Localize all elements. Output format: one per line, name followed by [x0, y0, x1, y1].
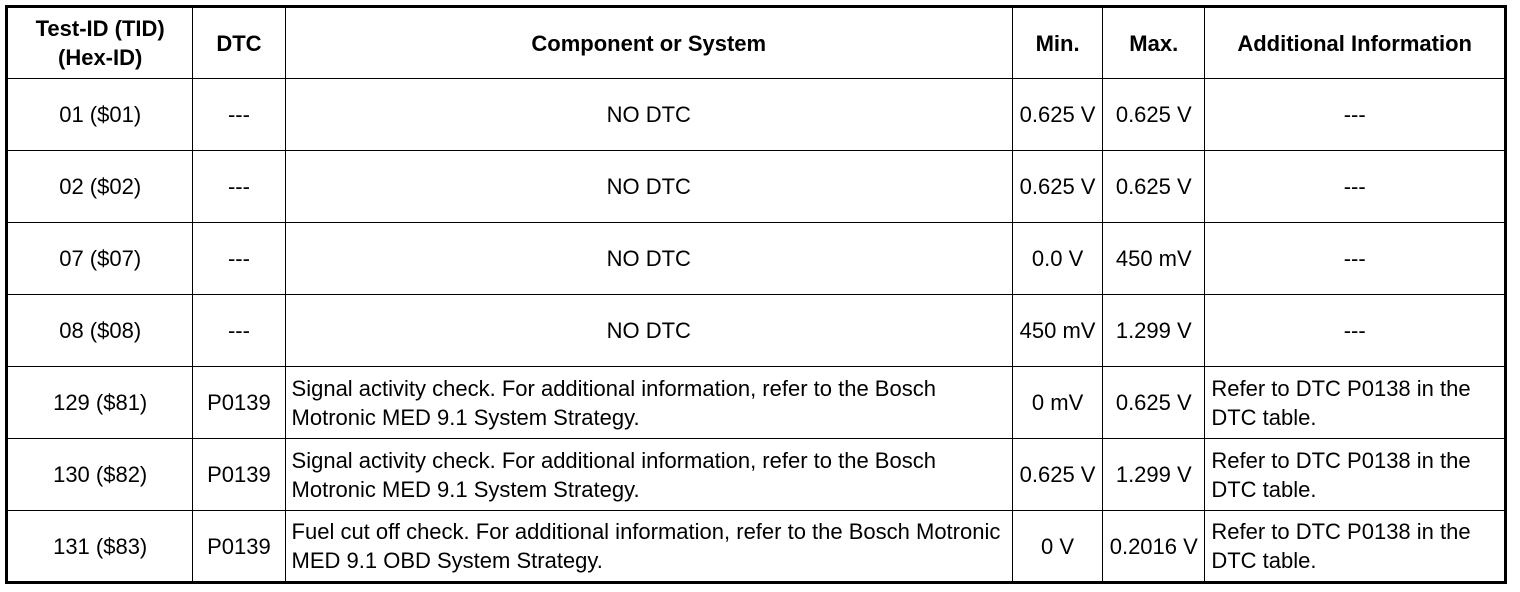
header-dtc: DTC	[193, 7, 285, 79]
cell-test-id: 130 ($82)	[7, 439, 193, 511]
cell-additional-info: ---	[1205, 295, 1506, 367]
cell-dtc: ---	[193, 79, 285, 151]
cell-component: NO DTC	[285, 151, 1012, 223]
header-min: Min.	[1012, 7, 1102, 79]
table-row	[7, 367, 1506, 439]
test-id-table	[5, 5, 1507, 584]
cell-component: NO DTC	[285, 79, 1012, 151]
table-row	[7, 439, 1506, 511]
header-test-id: Test-ID (TID) (Hex-ID)	[7, 7, 193, 79]
cell-dtc: P0139	[193, 367, 285, 439]
cell-max: 450 mV	[1103, 223, 1205, 295]
cell-component: NO DTC	[285, 295, 1012, 367]
cell-test-id: 131 ($83)	[7, 511, 193, 583]
cell-additional-info: ---	[1205, 151, 1506, 223]
cell-component: Signal activity check. For additional information, refer to the Bosch Motronic MED 9.1 System Strategy.	[285, 439, 1012, 511]
cell-max: 0.625 V	[1103, 151, 1205, 223]
cell-max: 0.2016 V	[1103, 511, 1205, 583]
cell-dtc: ---	[193, 295, 285, 367]
header-component: Component or System	[285, 7, 1012, 79]
cell-max: 0.625 V	[1103, 367, 1205, 439]
cell-additional-info: Refer to DTC P0138 in the DTC table.	[1205, 367, 1506, 439]
cell-min: 0 mV	[1012, 367, 1102, 439]
cell-dtc: ---	[193, 223, 285, 295]
cell-additional-info: Refer to DTC P0138 in the DTC table.	[1205, 439, 1506, 511]
table-row	[7, 79, 1506, 151]
cell-max: 1.299 V	[1103, 295, 1205, 367]
cell-max: 1.299 V	[1103, 439, 1205, 511]
header-additional-info: Additional Information	[1205, 7, 1506, 79]
cell-min: 0.625 V	[1012, 439, 1102, 511]
cell-component: Signal activity check. For additional information, refer to the Bosch Motronic MED 9.1 System Strategy.	[285, 367, 1012, 439]
table-header-row	[7, 7, 1506, 79]
cell-min: 0.0 V	[1012, 223, 1102, 295]
cell-additional-info: Refer to DTC P0138 in the DTC table.	[1205, 511, 1506, 583]
cell-min: 0 V	[1012, 511, 1102, 583]
table-row	[7, 151, 1506, 223]
cell-test-id: 01 ($01)	[7, 79, 193, 151]
cell-test-id: 08 ($08)	[7, 295, 193, 367]
cell-test-id: 129 ($81)	[7, 367, 193, 439]
cell-max: 0.625 V	[1103, 79, 1205, 151]
table-row	[7, 511, 1506, 583]
cell-min: 0.625 V	[1012, 151, 1102, 223]
cell-dtc: ---	[193, 151, 285, 223]
cell-min: 450 mV	[1012, 295, 1102, 367]
table-row	[7, 223, 1506, 295]
cell-test-id: 07 ($07)	[7, 223, 193, 295]
cell-additional-info: ---	[1205, 223, 1506, 295]
header-max: Max.	[1103, 7, 1205, 79]
cell-dtc: P0139	[193, 511, 285, 583]
table-row	[7, 295, 1506, 367]
cell-component: Fuel cut off check. For additional information, refer to the Bosch Motronic MED 9.1 OBD System Strategy.	[285, 511, 1012, 583]
cell-dtc: P0139	[193, 439, 285, 511]
cell-test-id: 02 ($02)	[7, 151, 193, 223]
cell-additional-info: ---	[1205, 79, 1506, 151]
cell-component: NO DTC	[285, 223, 1012, 295]
cell-min: 0.625 V	[1012, 79, 1102, 151]
